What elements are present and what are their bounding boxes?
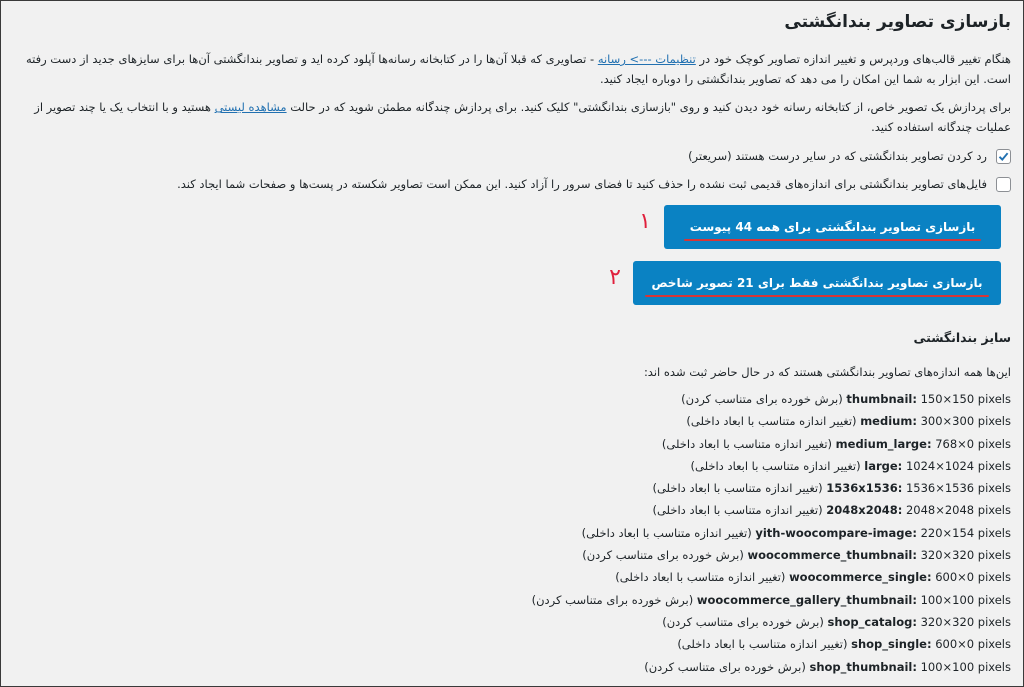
thumbnail-size-item xyxy=(15,433,1011,455)
size-dimensions: 320×320 pixels xyxy=(920,548,1011,563)
thumbnail-size-item xyxy=(15,611,1011,633)
thumbnail-size-item xyxy=(15,589,1011,611)
thumbnail-size-item xyxy=(15,522,1011,544)
page-title: بازسازی تصاویر بندانگشتی xyxy=(784,12,1011,32)
size-dimensions: 1024×1024 pixels xyxy=(905,458,1011,473)
intro-text-1: هنگام تغییر قالب‌های وردپرس و تغییر اندازه تصاویر کوچک خود در xyxy=(695,52,1011,66)
bulk-help-text-2: هستید و با انتخاب یک یا چند تصویر از عملیات چندگانه استفاده کنید. xyxy=(34,100,1011,134)
size-name: thumbnail: xyxy=(846,392,917,406)
size-crop-mode: (تغییر اندازه متناسب با ابعاد داخلی) xyxy=(652,481,823,496)
skip-existing-option[interactable] xyxy=(15,147,1011,165)
size-name: medium: xyxy=(860,414,917,429)
size-name: woocommerce_gallery_thumbnail: xyxy=(696,592,917,607)
size-name: shop_catalog: xyxy=(827,614,917,629)
size-name: yith-woocompare-image: xyxy=(755,525,917,540)
skip-existing-label: رد کردن تصاویر بندانگشتی که در سایر درست هستند (سریعتر) xyxy=(688,149,987,163)
bulk-help-paragraph xyxy=(15,97,1011,137)
thumbnail-size-item xyxy=(15,633,1011,655)
size-crop-mode: (تغییر اندازه متناسب با ابعاد داخلی) xyxy=(581,525,752,540)
regen-featured-row xyxy=(15,261,1011,307)
size-dimensions: 600×0 pixels xyxy=(935,570,1011,585)
regenerate-featured-button[interactable] xyxy=(633,261,1001,305)
annotation-number-2: ۲ xyxy=(609,265,621,290)
size-crop-mode: (برش خورده برای متناسب کردن) xyxy=(582,548,744,563)
size-crop-mode: (تغییر اندازه متناسب با ابعاد داخلی) xyxy=(652,503,823,518)
thumbnail-size-item xyxy=(15,656,1011,678)
thumbnail-size-item xyxy=(15,544,1011,566)
size-dimensions: 600×0 pixels xyxy=(935,637,1011,652)
size-name: shop_single: xyxy=(851,637,932,652)
size-crop-mode: (تغییر اندازه متناسب با ابعاد داخلی) xyxy=(677,637,848,652)
size-crop-mode: (برش خورده برای متناسب کردن) xyxy=(681,392,843,406)
size-dimensions: 100×100 pixels xyxy=(920,659,1011,674)
intro-text-2: - تصاویری که قبلا آن‌ها را در کتابخانه رسانه‌ها آپلود کرده اید و تصاویر بندانگشتی آن‌ها برای سایزهای جدید از دست رفته است. این ابزار به شما این امکان را می دهد که تصاویر بندانگشتی را دوباره ایجاد کنید. xyxy=(25,52,1011,86)
delete-old-option[interactable] xyxy=(15,175,1011,193)
size-name: medium_large: xyxy=(835,436,932,451)
size-crop-mode: (تغییر اندازه متناسب با ابعاد داخلی) xyxy=(690,458,861,473)
delete-old-label: فایل‌های تصاویر بندانگشتی برای اندازه‌های قدیمی ثبت نشده را حذف کنید تا فضای سرور را آزاد کنید. این ممکن است تصاویر شکسته در پست‌ها و صفحات شما ایجاد کند. xyxy=(177,177,987,191)
size-name: large: xyxy=(864,458,903,473)
size-dimensions: 1536×1536 pixels xyxy=(905,481,1011,496)
size-crop-mode: (تغییر اندازه متناسب با ابعاد داخلی) xyxy=(661,436,833,451)
media-settings-link[interactable]: تنظیمات ---> رسانه xyxy=(597,52,696,66)
thumbnail-size-item xyxy=(15,410,1011,432)
size-crop-mode: (تغییر اندازه متناسب با ابعاد داخلی) xyxy=(686,414,857,429)
size-dimensions: 300×300 pixels xyxy=(920,414,1011,429)
regenerate-featured-label: بازسازی تصاویر بندانگشتی فقط برای 21 تصویر شاخص xyxy=(651,276,983,290)
list-view-link[interactable]: مشاهده لیستی xyxy=(214,100,287,114)
checkmark-icon xyxy=(998,151,1009,162)
size-crop-mode: (برش خورده برای متناسب کردن) xyxy=(662,614,824,629)
thumbnail-size-item xyxy=(15,388,1011,410)
annotation-number-1: ۱ xyxy=(639,209,651,234)
sizes-heading: سایز بندانگشتی xyxy=(913,330,1011,345)
bulk-help-text-1: برای پردازش یک تصویر خاص، از کتابخانه رسانه خود دیدن کنید و روی "بازسازی بندانگشتی" کلیک کنید. برای پردازش چندگانه مطمئن شوید که در حالت xyxy=(286,100,1011,114)
intro-paragraph xyxy=(15,49,1011,89)
delete-old-checkbox[interactable] xyxy=(996,177,1011,192)
size-dimensions: 100×100 pixels xyxy=(920,592,1011,607)
thumbnail-size-item xyxy=(15,499,1011,521)
size-name: 2048x2048: xyxy=(826,503,903,518)
skip-existing-checkbox[interactable] xyxy=(996,149,1011,164)
size-dimensions: 220×154 pixels xyxy=(920,525,1011,540)
size-dimensions: 768×0 pixels xyxy=(935,436,1011,451)
thumbnail-size-item xyxy=(15,455,1011,477)
regenerate-all-label: بازسازی تصاویر بندانگشتی برای همه 44 پیوست xyxy=(689,220,976,234)
thumbnail-size-list xyxy=(15,388,1011,678)
size-dimensions: 2048×2048 pixels xyxy=(905,503,1011,518)
size-name: 1536x1536: xyxy=(826,481,903,496)
size-name: woocommerce_single: xyxy=(789,570,932,585)
size-dimensions: 320×320 pixels xyxy=(920,614,1011,629)
size-dimensions: 150×150 pixels xyxy=(920,392,1011,406)
size-crop-mode: (برش خورده برای متناسب کردن) xyxy=(531,592,694,607)
thumbnail-size-item xyxy=(15,477,1011,499)
size-crop-mode: (برش خورده برای متناسب کردن) xyxy=(644,659,806,674)
size-crop-mode: (تغییر اندازه متناسب با ابعاد داخلی) xyxy=(615,570,786,585)
regenerate-all-button[interactable] xyxy=(664,205,1001,249)
sizes-description: این‌ها همه اندازه‌های تصاویر بندانگشتی هستند که در حال حاضر ثبت شده اند: xyxy=(643,365,1011,379)
thumbnail-size-item xyxy=(15,566,1011,588)
content-area xyxy=(1,1,1023,678)
size-name: woocommerce_thumbnail: xyxy=(747,548,917,563)
size-name: shop_thumbnail: xyxy=(809,659,917,674)
regen-all-row xyxy=(15,205,1011,251)
